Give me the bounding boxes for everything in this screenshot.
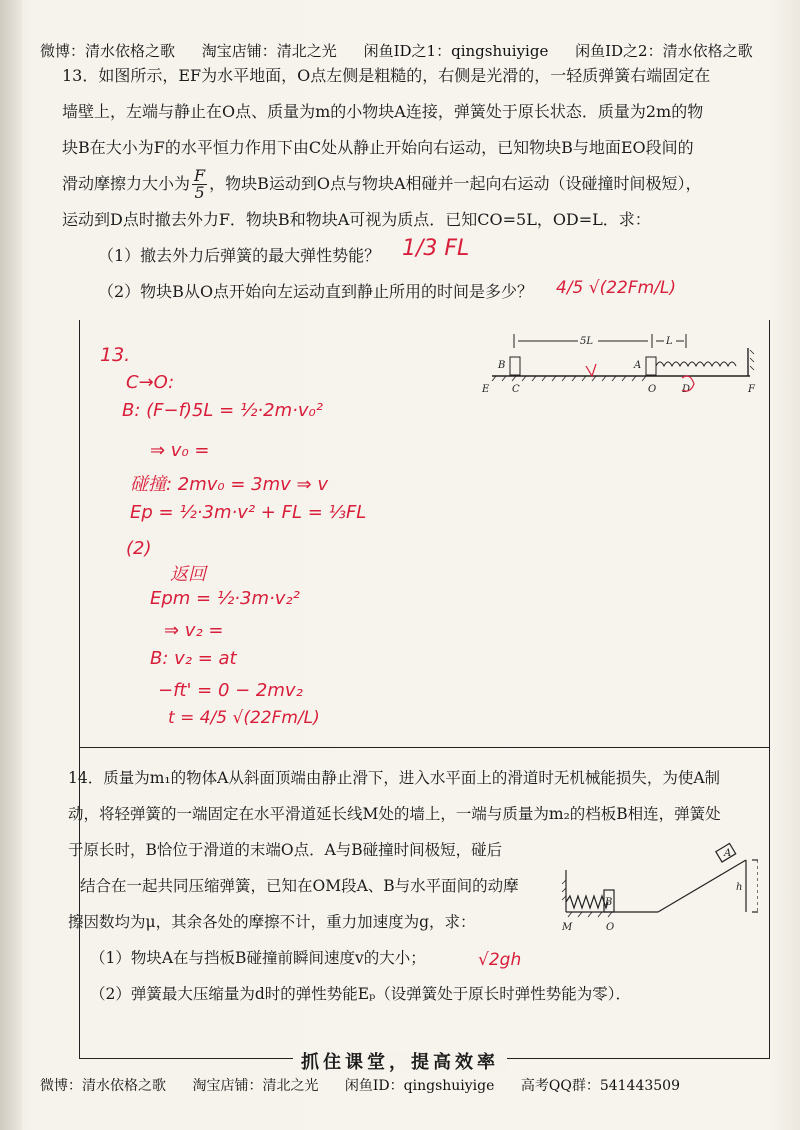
q13-line-2: 墙壁上，左端与静止在O点、质量为m的小物块A连接，弹簧处于原长状态．质量为2m的物 xyxy=(62,102,704,121)
header-weibo: 微博：清水依格之歌 xyxy=(40,42,176,60)
fraction-numerator: F xyxy=(194,166,206,185)
label-B: B xyxy=(498,360,506,371)
hw-line-13: t = 4/5 √(22Fm/L) xyxy=(168,708,320,728)
q14-sub-1: （1）物块A在与挡板B碰撞前瞬间速度v的大小； xyxy=(90,949,426,967)
q13-sub-1: （1）撤去外力后弹簧的最大弹性势能？ xyxy=(98,246,381,265)
q13-sub-2: （2）物块B从O点开始向左运动直到静止所用的时间是多少？ xyxy=(98,282,534,301)
q14-line-5: 擦因数均为μ，其余各处的摩擦不计，重力加速度为g，求： xyxy=(68,913,476,931)
label-D: D xyxy=(682,384,691,395)
hw-answer-1: 1/3 FL xyxy=(402,236,470,261)
label-L: L xyxy=(666,336,673,347)
footer-weibo: 微博：清水依格之歌 xyxy=(40,1078,166,1094)
footer-qq: 高考QQ群：541443509 xyxy=(520,1078,680,1094)
q14-sub-2: （2）弹簧最大压缩量为d时的弹性势能Eₚ（设弹簧处于原长时弹性势能为零）． xyxy=(90,985,632,1003)
label-E: E xyxy=(482,384,490,395)
hw-line-4: ⇒ v₀ = xyxy=(150,440,210,461)
friction-fraction xyxy=(192,168,207,201)
q14-line-4: 结合在一起共同压缩弹簧，已知在OM段A、B与水平面间的动摩 xyxy=(80,877,519,895)
hw-line-1: 13. xyxy=(100,344,131,366)
footer-taobao: 淘宝店铺：清北之光 xyxy=(192,1078,319,1094)
q13-line-5: 运动到D点时撤去外力F．物块B和物块A可视为质点．已知CO=5L，OD=L．求： xyxy=(62,210,651,229)
page-footer xyxy=(40,1075,770,1095)
slogan xyxy=(0,1048,800,1074)
q14-line-1: 14．质量为m₁的物体A从斜面顶端由静止滑下，进入水平面上的滑道时无机械能损失，为使A制 xyxy=(68,769,721,787)
hw-line-12: −ft' = 0 − 2mv₂ xyxy=(158,680,303,701)
header-xianyu-2: 闲鱼ID之2：清水依格之歌 xyxy=(575,42,753,60)
question-divider xyxy=(79,747,770,748)
q13-line-4 xyxy=(62,166,752,202)
fraction-denominator: 5 xyxy=(194,183,205,202)
header-xianyu-1: 闲鱼ID之1：qingshuiyige xyxy=(363,42,549,60)
q13-line-1: 13．如图所示，EF为水平地面，O点左侧是粗糙的，右侧是光滑的，一轻质弹簧右端固定在 xyxy=(62,66,711,85)
question-13 xyxy=(62,58,752,310)
page-binding-shadow xyxy=(0,0,22,1130)
hw-answer-2: 4/5 √(22Fm/L) xyxy=(556,278,677,298)
label-M: M xyxy=(562,922,573,933)
label-B2: B xyxy=(605,897,613,908)
footer-xianyu: 闲鱼ID：qingshuiyige xyxy=(344,1078,495,1094)
q13-line-4-pre: 滑动摩擦力大小为 xyxy=(62,174,191,193)
hw-line-3: B: (F−f)5L = ½·2m·v₀² xyxy=(122,400,323,421)
q13-line-3: 块B在大小为F的水平恒力作用下由C处从静止开始向右运动，已知物块B与地面EO段间的 xyxy=(62,138,694,157)
header-taobao: 淘宝店铺：清北之光 xyxy=(201,42,337,60)
hw-line-2: C→O: xyxy=(126,372,175,393)
label-h: h xyxy=(736,882,743,893)
q14-diagram xyxy=(558,840,758,936)
hw-answer-3: √2gh xyxy=(478,950,522,970)
q14-line-3: 于原长时，B恰位于滑道的末端O点．A与B碰撞时间极短，碰后 xyxy=(68,841,503,859)
label-C: C xyxy=(512,384,520,395)
hw-line-7: (2) xyxy=(126,538,152,559)
q13-line-4-post: ，物块B运动到O点与物块A相碰并一起向右运动（设碰撞时间极短）， xyxy=(209,174,702,193)
hw-line-5: 碰撞: 2mv₀ = 3mv ⇒ v xyxy=(130,474,328,495)
hw-line-8: 返回 xyxy=(170,564,206,585)
hw-line-11: B: v₂ = at xyxy=(150,648,237,669)
label-O: O xyxy=(648,384,657,395)
hw-line-9: Epm = ½·3m·v₂² xyxy=(150,588,300,609)
hw-line-6: Ep = ½·3m·v² + FL = ⅓FL xyxy=(130,502,367,523)
label-O2: O xyxy=(606,922,615,933)
label-F: F xyxy=(748,384,755,395)
q14-line-2: 动，将轻弹簧的一端固定在水平滑道延长线M处的墙上，一端与质量为m₂的档板B相连，弹簧处 xyxy=(68,805,721,823)
label-A: A xyxy=(634,360,642,371)
hw-line-10: ⇒ v₂ = xyxy=(164,620,224,641)
label-A2: A xyxy=(724,848,732,859)
label-5L: 5L xyxy=(580,336,594,347)
slogan-text: 抓住课堂，提高效率 xyxy=(293,1052,507,1073)
